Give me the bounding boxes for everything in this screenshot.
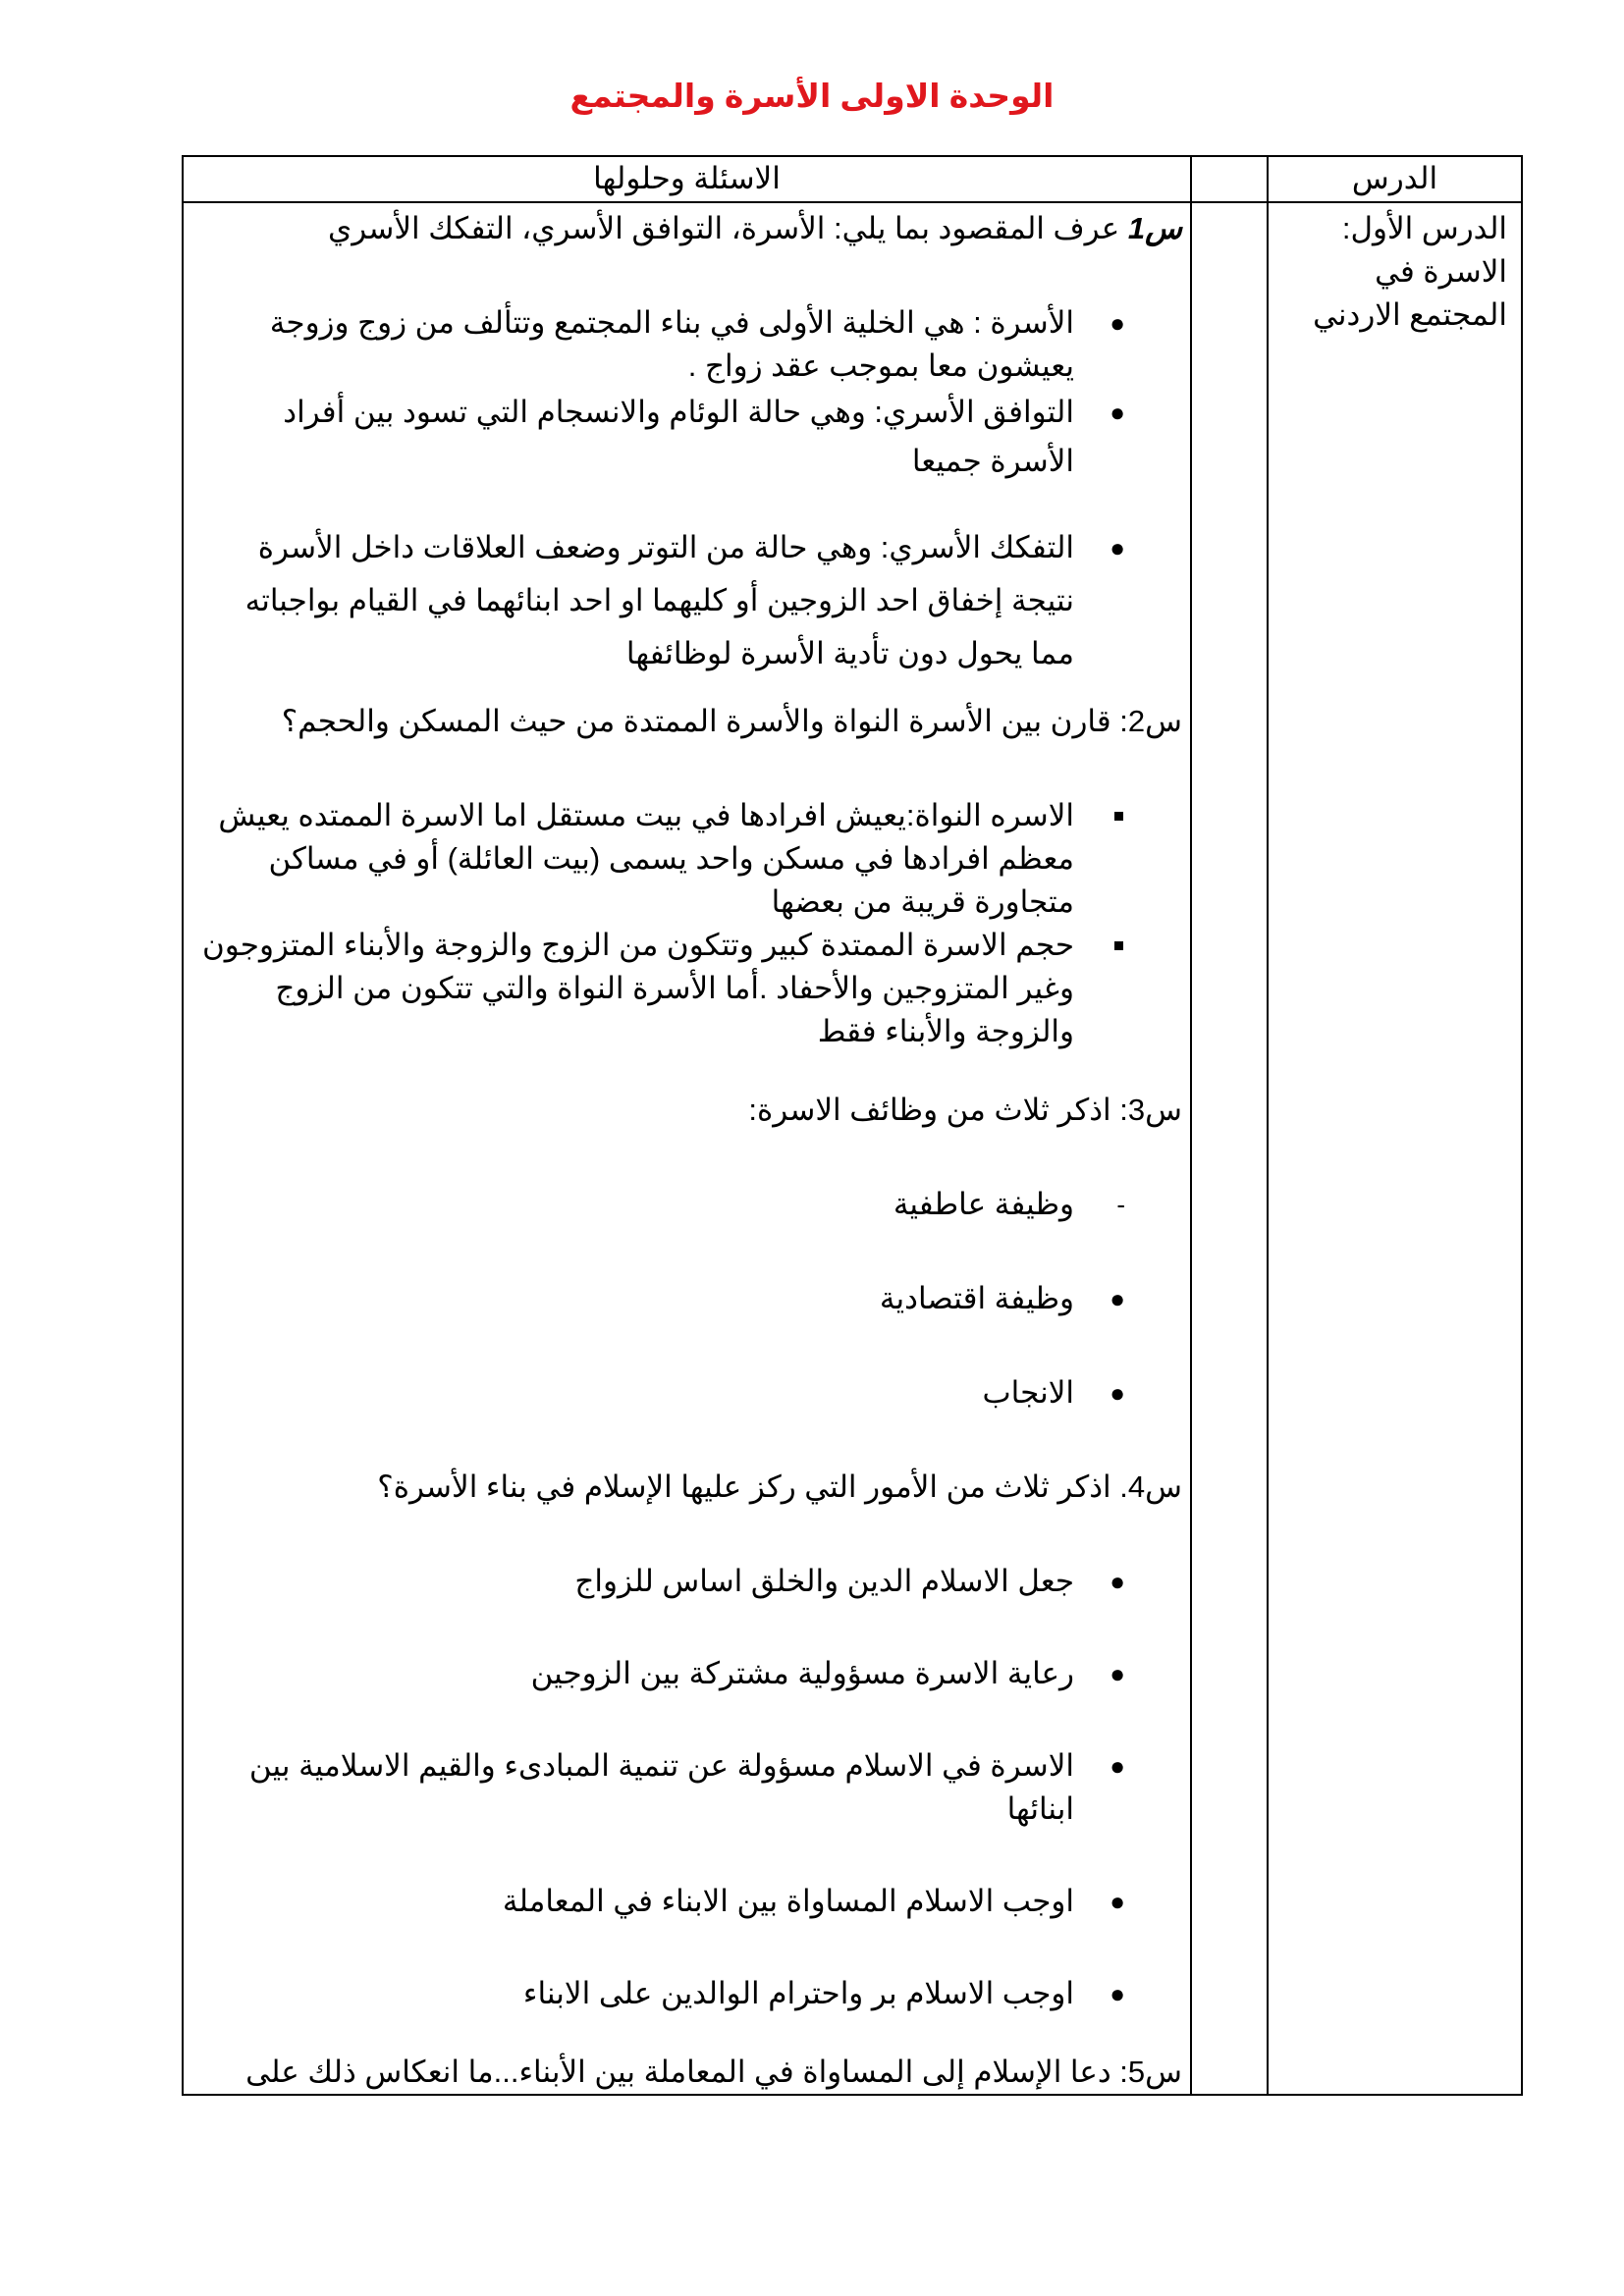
list-item [191,1183,1182,1226]
bullet-icon: ● [1110,1887,1125,1916]
answer-text: اوجب الاسلام بر واحترام الوالدين على الابناء [522,1976,1074,2010]
bullet-icon: ● [1110,398,1125,427]
list-item [191,1371,1182,1415]
question-2 [191,700,1182,743]
bullet-icon: ● [1110,308,1125,338]
header-questions: الاسئلة وحلولها [183,156,1191,202]
bullet-icon: ● [1110,533,1125,562]
lesson-name-line: الاسرة في [1375,254,1507,289]
list-item [191,1972,1182,2015]
square-bullet-icon [1114,941,1123,950]
lesson-name [1269,203,1521,337]
dash-bullet-icon: - [1116,1190,1125,1219]
table-header-row [183,156,1522,202]
question-number: س5 [1127,2055,1182,2089]
bullet-icon: ● [1110,1979,1125,2008]
answer-text: التفكك الأسري: وهي حالة من التوتر وضعف العلاقات داخل الأسرة نتيجة إخفاق احد الزوجين أو كليهما او احد ابنائهما في القيام بواجباته مما يحول دون تأدية الأسرة لوظائفها [244,530,1074,670]
lesson-name-line: الدرس الأول: [1341,211,1507,245]
question-3 [191,1089,1182,1132]
answer-text: التوافق الأسري: وهي حالة الوئام والانسجام التي تسود بين أفراد الأسرة جميعا [283,395,1074,478]
list-item [191,1744,1182,1831]
list-item [191,1880,1182,1923]
empty-cell [1191,202,1268,2095]
header-lesson: الدرس [1268,156,1522,202]
question-text: عرف المقصود بما يلي: الأسرة، التوافق الأسري، التفكك الأسري [327,211,1120,245]
list-item [191,924,1182,1053]
question-number: س2 [1127,704,1182,738]
table-body-row [183,202,1522,2095]
question-number: س4 [1127,1469,1182,1504]
answer-text: وظيفة اقتصادية [879,1281,1074,1315]
questions-content [184,203,1190,2094]
question-number: س3 [1127,1093,1182,1127]
answer-text: جعل الاسلام الدين والخلق اساس للزواج [574,1564,1074,1598]
answer-text: الانجاب [982,1375,1074,1410]
header-empty-column [1191,156,1268,202]
bullet-icon: ● [1110,1378,1125,1408]
answer-text: وظيفة عاطفية [893,1187,1074,1221]
page-title: الوحدة الاولى الأسرة والمجتمع [569,78,1055,114]
lesson-cell [1268,202,1522,2095]
answer-text: رعاية الاسرة مسؤولية مشتركة بين الزوجين [530,1656,1074,1690]
list-item [191,301,1182,388]
answer-text: الاسرة في الاسلام مسؤولة عن تنمية المبادىء والقيم الاسلامية بين ابنائها [248,1748,1074,1826]
list-item [191,1560,1182,1603]
list-item [191,388,1182,486]
question-text: : دعا الإسلام إلى المساواة في المعاملة بين الأبناء...ما انعكاس ذلك على [245,2055,1128,2089]
question-1 [191,207,1182,250]
list-item [191,1277,1182,1320]
question-text: : قارن بين الأسرة النواة والأسرة الممتدة من حيث المسكن والحجم؟ [281,704,1128,738]
list-item [191,521,1182,680]
bullet-icon: ● [1110,1284,1125,1313]
answer-text: الأسرة : هي الخلية الأولى في بناء المجتمع وتتألف من زوج وزوجة يعيشون معا بموجب عقد زواج . [269,305,1074,383]
bullet-icon: ● [1110,1567,1125,1596]
answer-list-3 [191,1183,1182,1415]
question-text: : اذكر ثلاث من وظائف الاسرة: [748,1093,1128,1127]
lessons-table [182,155,1523,2096]
list-item [191,1652,1182,1695]
question-5 [191,2051,1182,2094]
answer-list-1 [191,301,1182,680]
bullet-icon: ● [1110,1751,1125,1781]
bullet-icon: ● [1110,1659,1125,1688]
answer-text: اوجب الاسلام المساواة بين الابناء في المعاملة [502,1884,1074,1918]
square-bullet-icon [1114,812,1123,821]
list-item [191,794,1182,924]
questions-cell [183,202,1191,2095]
lesson-name-line: المجتمع الاردني [1313,297,1507,332]
answer-list-4 [191,1560,1182,2015]
question-text: . اذكر ثلاث من الأمور التي ركز عليها الإسلام في بناء الأسرة؟ [377,1469,1128,1504]
question-4 [191,1466,1182,1509]
question-number: س1 [1127,211,1182,245]
answer-text: الاسره النواة:يعيش افرادها في بيت مستقل اما الاسرة الممتده يعيش معظم افرادها في مسكن واحد يسمى (بيت العائلة) أو في مساكن متجاورة قريبة من بعضها [218,798,1074,919]
answer-text: حجم الاسرة الممتدة كبير وتتكون من الزوج والزوجة والأبناء المتزوجون وغير المتزوجين والأحفاد .أما الأسرة النواة والتي تتكون من الزوج والزوجة والأبناء فقط [202,928,1074,1048]
answer-list-2 [191,794,1182,1053]
